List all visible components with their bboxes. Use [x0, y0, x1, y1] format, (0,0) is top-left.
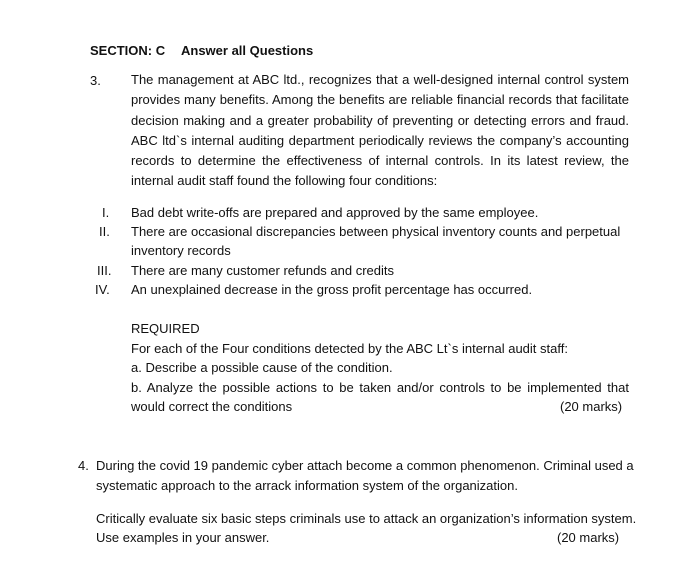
section-label: SECTION: C: [90, 43, 166, 58]
condition-numeral: IV.: [95, 282, 110, 297]
q4-task-line: Use examples in your answer.: [96, 530, 270, 545]
question-4-intro: [96, 456, 634, 497]
required-intro: For each of the Four conditions detected by the ABC Lt`s internal audit staff:: [131, 341, 568, 356]
part-b: [131, 378, 629, 398]
question-3-intro: [131, 70, 629, 192]
q3-intro-line: records to determine the effectiveness of internal controls. In its latest review, the: [131, 153, 629, 169]
condition-text: An unexplained decrease in the gross profit percentage has occurred.: [131, 282, 533, 297]
condition-text: There are occasional discrepancies between physical inventory counts and perpetual: [131, 224, 621, 239]
section-instruction: Answer all Questions: [181, 43, 314, 58]
question-3-number: 3.: [90, 73, 101, 88]
q3-intro-line: ABC ltd`s internal auditing department periodically reviews the company’s accounting: [131, 132, 629, 148]
q3-intro-line: decision making and a greater probability of preventing or detecting errors and fraud.: [131, 112, 629, 128]
q3-intro-line: provides many benefits. Among the benefits are reliable financial records that facilitate: [131, 92, 629, 108]
question-4-number: 4.: [78, 458, 89, 473]
part-a: a. Describe a possible cause of the condition.: [131, 360, 393, 375]
part-b-line: would correct the conditions: [131, 399, 293, 414]
part-b-line: b. Analyze the possible actions to be taken and/or controls to be implemented that: [131, 380, 629, 395]
condition-text-continuation: inventory records: [131, 243, 231, 258]
condition-numeral: II.: [99, 224, 110, 239]
q4-line: During the covid 19 pandemic cyber attach become a common phenomenon. Criminal used a: [96, 458, 634, 473]
q3-intro-line: The management at ABC ltd., recognizes that a well-designed internal control system: [131, 72, 629, 87]
question-4-marks: (20 marks): [557, 530, 620, 545]
condition-numeral: III.: [97, 263, 112, 278]
condition-numeral: I.: [102, 205, 110, 220]
q4-line: systematic approach to the arrack information system of the organization.: [96, 478, 518, 494]
q4-task-line: Critically evaluate six basic steps criminals use to attack an organization’s information system.: [96, 511, 637, 526]
condition-text: There are many customer refunds and credits: [131, 263, 395, 278]
required-heading: REQUIRED: [131, 321, 200, 336]
condition-text: Bad debt write-offs are prepared and approved by the same employee.: [131, 205, 539, 220]
q3-intro-line: internal audit staff found the following four conditions:: [131, 173, 438, 189]
question-3-marks: (20 marks): [560, 399, 623, 414]
question-4-task: [96, 509, 637, 529]
